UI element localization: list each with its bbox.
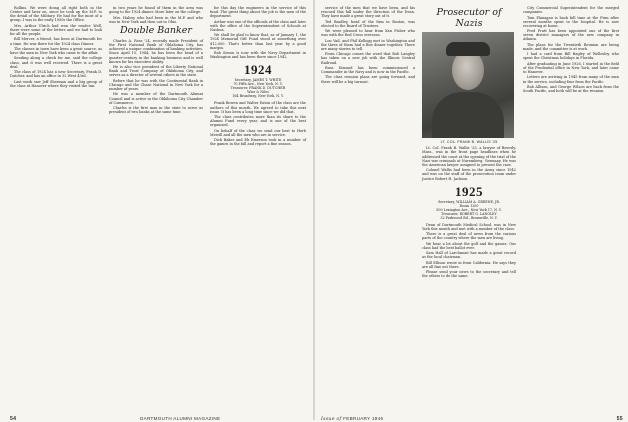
left-column-1 — [10, 6, 102, 89]
paragraph: Tom Flanagan is back full time at the Firm after several months spent in the hospital. He is now recovering at home. — [523, 15, 619, 28]
right-page — [315, 0, 628, 420]
right-column-3 — [523, 6, 619, 94]
paragraph: I had a card from Bill Bagley of Wellesley who spent the Christmas holidays in Florida. — [523, 52, 619, 61]
left-page-number: 54 — [10, 416, 17, 422]
photo-shoulders-shape — [432, 92, 504, 138]
officer-line: Treasurer, FRANK D. DUTCHER — [230, 86, 286, 91]
paragraph: From Chicago comes the word that Bob Langley has taken on a new job with the Illinois Central Railroad. — [321, 52, 415, 65]
paragraph: Fred Pratt has been appointed one of the first seven district managers of the new company in Atlanta. — [523, 29, 619, 42]
prosecutor-heading: Prosecutor of Nazis — [436, 7, 502, 29]
double-banker-heading: Double Banker — [120, 25, 192, 36]
paragraph: Colonel Wallis had been in the Army since 1942 and was on the staff of the prosecution team under Justice Robert H. Jackson. — [422, 168, 516, 181]
paragraph: Frank Bowen and Walter Eaton of the class are the authors of this month. We agreed to take this next issue. It has been a long time since we did that. — [210, 101, 306, 114]
left-column-3 — [210, 6, 306, 148]
paragraph: Last week saw Jeff Sherman and a big group of the class at Hanover where they visited the Inn. — [10, 79, 102, 88]
officer-line: 500 Lexington Ave., New York 17, N. Y. — [436, 207, 502, 212]
paragraph: Bob Allison, and George Wilson are back from the South Pacific, and both will be at the reunion. — [523, 84, 619, 94]
paragraph: He is also vice president of the Liberty National Bank and Trust Company of Oklahoma City, and serves as a director of several others in the state. — [109, 65, 203, 78]
officer-line: Wise & Niles — [247, 90, 269, 95]
officer-line: Secretary, WILLIAM A. GREENE, JR. — [438, 199, 500, 204]
paragraph: Before that he was with the Continental Bank in Chicago and the Chase National in New York for a number of years. — [109, 78, 203, 92]
left-page — [0, 0, 313, 420]
paragraph: Bob Sisson is now with the Navy Department in Washington and has been there since 1942. — [210, 51, 306, 60]
paragraph: The class of 1924 has a new Secretary, Frank D. Dutcher, and has an office in 32 West 43rd. — [10, 70, 102, 79]
paragraph: The class reunion plans are going forward, and there will be a big turnout. — [321, 75, 415, 84]
paragraph: Mrs. Halsey who had been in the M.P. and who was in New York and then out in Ohio. — [109, 15, 203, 24]
issue-line — [321, 416, 383, 422]
paragraph: Letters are arriving in 1945 from many of the men in the service, including four from the Pacific. — [523, 75, 619, 84]
portrait-photo — [422, 32, 514, 138]
paragraph: Ted Bradley, head of the firm in Boston, was elected to the Board of Trustees. — [321, 19, 415, 28]
paragraph: He was a member of the Dartmouth Alumni Council and is active in the Oklahoma City Chamber of Commerce. — [109, 92, 203, 105]
issue-prefix: Issue of — [321, 417, 342, 422]
paragraph: for this day the engineers in the service of this fund. The great thing about the job is the men of the department. — [210, 6, 306, 19]
officer-line: 164 Broadway, New York, N. Y. — [232, 94, 284, 99]
paragraph: We hear a lot about the golf and the games. Our class had the best ballot ever. — [422, 241, 516, 250]
paragraph: Arthur was one of the officials of the class and later with the office of the Superintendent of Schools at Nashua. — [210, 19, 306, 32]
officer-line: 70 Fifth Ave., New York, N. Y. — [233, 82, 283, 87]
officer-line: Secretary, JAMES T. WHITE — [234, 78, 282, 83]
officer-line: 32 Parkwood Rd., Bronxville, N. Y. — [440, 215, 498, 220]
paragraph: service of the men that we have been, and his rescued this fall under the direction of the Dean. They have made a great story out of it. — [321, 6, 415, 19]
paragraph: We were pleased to hear from Ken Fisher who was with the Red Cross overseas. — [321, 29, 415, 38]
paragraph: Sending along a check for me, said the college class, and it was well received. There is a great deal. — [10, 56, 102, 69]
paragraph: Bill Ellison wrote in from California. He says they are all fine out there. — [422, 260, 516, 269]
paragraph: Dean of Dartmouth Medical School, was in New York this month and met with a number of the class. — [422, 222, 516, 231]
paragraph: Lou Vail, and Phil Kellogg met in Washington and the three of them had a fine dinner together. There are many stories to tell. — [321, 38, 415, 51]
paragraph: Mrs. Arthur Ulrich had won the reader. Well, there were some of the letters and we had to look for all the people. — [10, 23, 102, 37]
paragraph: The plans for the Twentieth Reunion are being made, and the committee is at work. — [523, 42, 619, 51]
paragraph: Dick Baker and Eb Emerson took in a number of the games in the fall and report a fine season. — [210, 138, 306, 147]
paragraph: On behalf of the class we send our best to Herb Merrill and all the men who are in service. — [210, 128, 306, 137]
left-column-2 — [109, 6, 203, 116]
paragraph: Bill Mercer, a friend, has been at Dartmouth for a time. He was there for the 1924 class Dinner. — [10, 37, 102, 46]
paragraph: The class contributes more than its share to the Alumni Fund every year, and is one of the best organized. — [210, 115, 306, 128]
paragraph: The classes in town have been a great source, as have the men in New York who came to the affair. — [10, 46, 102, 56]
class-officers-1924 — [210, 78, 306, 98]
paragraph: Please send your news to the secretary and tell the others to do the same. — [422, 270, 516, 279]
photo-caption: LT. COL. FRANK B. WALLIS '25 — [440, 140, 498, 144]
right-column-1 — [321, 6, 415, 85]
photo-head-shape — [452, 50, 484, 90]
officer-line: Room 1200 — [459, 203, 479, 208]
magazine-name: DARTMOUTH ALUMNI MAGAZINE — [140, 416, 221, 421]
right-page-number: 55 — [616, 416, 623, 422]
photo-cap-shape — [446, 42, 490, 56]
paragraph: Lt. Col. Frank B. Wallis '25, a lawyer of Beverly, Mass., was in the front page headlines when he addressed the court at the opening of the trial of the Nazi war criminals at Nuremberg, Germany. He was the American lawyer assigned to present the case. — [422, 146, 516, 167]
class-year-heading-1925: 1925 — [455, 183, 483, 199]
paragraph: Sam Hall of Larchmont has made a great record as the local chairman. — [422, 251, 516, 260]
right-column-2 — [422, 6, 516, 280]
class-officers-1925 — [422, 200, 516, 220]
paragraph: Charles A. Ross '24, recently made President of the First National Bank of Oklahoma City, has achieved a unique combination of banking activities. Since April 15, 1944, he has been the head of a quarter-century in the banking business and is well known for his executive ability. — [109, 39, 203, 64]
paragraph: After graduating in June 1926, I started in the field of the Prudential office in New York, and later came to Hanover. — [523, 61, 619, 75]
paragraph: Russ Dimond has been commissioned a Commander in the Navy and is now in the Pacific. — [321, 65, 415, 75]
class-year-heading-1924: 1924 — [244, 62, 272, 78]
issue-date: FEBRUARY 1946 — [343, 416, 384, 421]
officer-line: Treasurer, ROBERT G. LANGLEY — [441, 211, 497, 216]
paragraph: in two years he found of them in the area was going to the 1924 dinner. More later on the college. — [109, 6, 203, 15]
paragraph: Rollins. We were doing all right both in the Center and later on, since he took up the M.P. to the detail of the Military. He had for the most of a group. I was in the early 1950s the Office. — [10, 6, 102, 23]
paragraph: We shall be glad to know that, as of January 1, the 1924 Memorial Gift Fund stood at something over $12,000. That's better than last year by a good margin. — [210, 33, 306, 50]
paragraph: Charles is the first man in the state to serve as president of two banks at the same time. — [109, 106, 203, 115]
paragraph: There is a great deal of news from the various parts of the country where the men are living. — [422, 232, 516, 241]
paragraph: City Commercial Superintendent for the merged companies. — [523, 6, 619, 15]
